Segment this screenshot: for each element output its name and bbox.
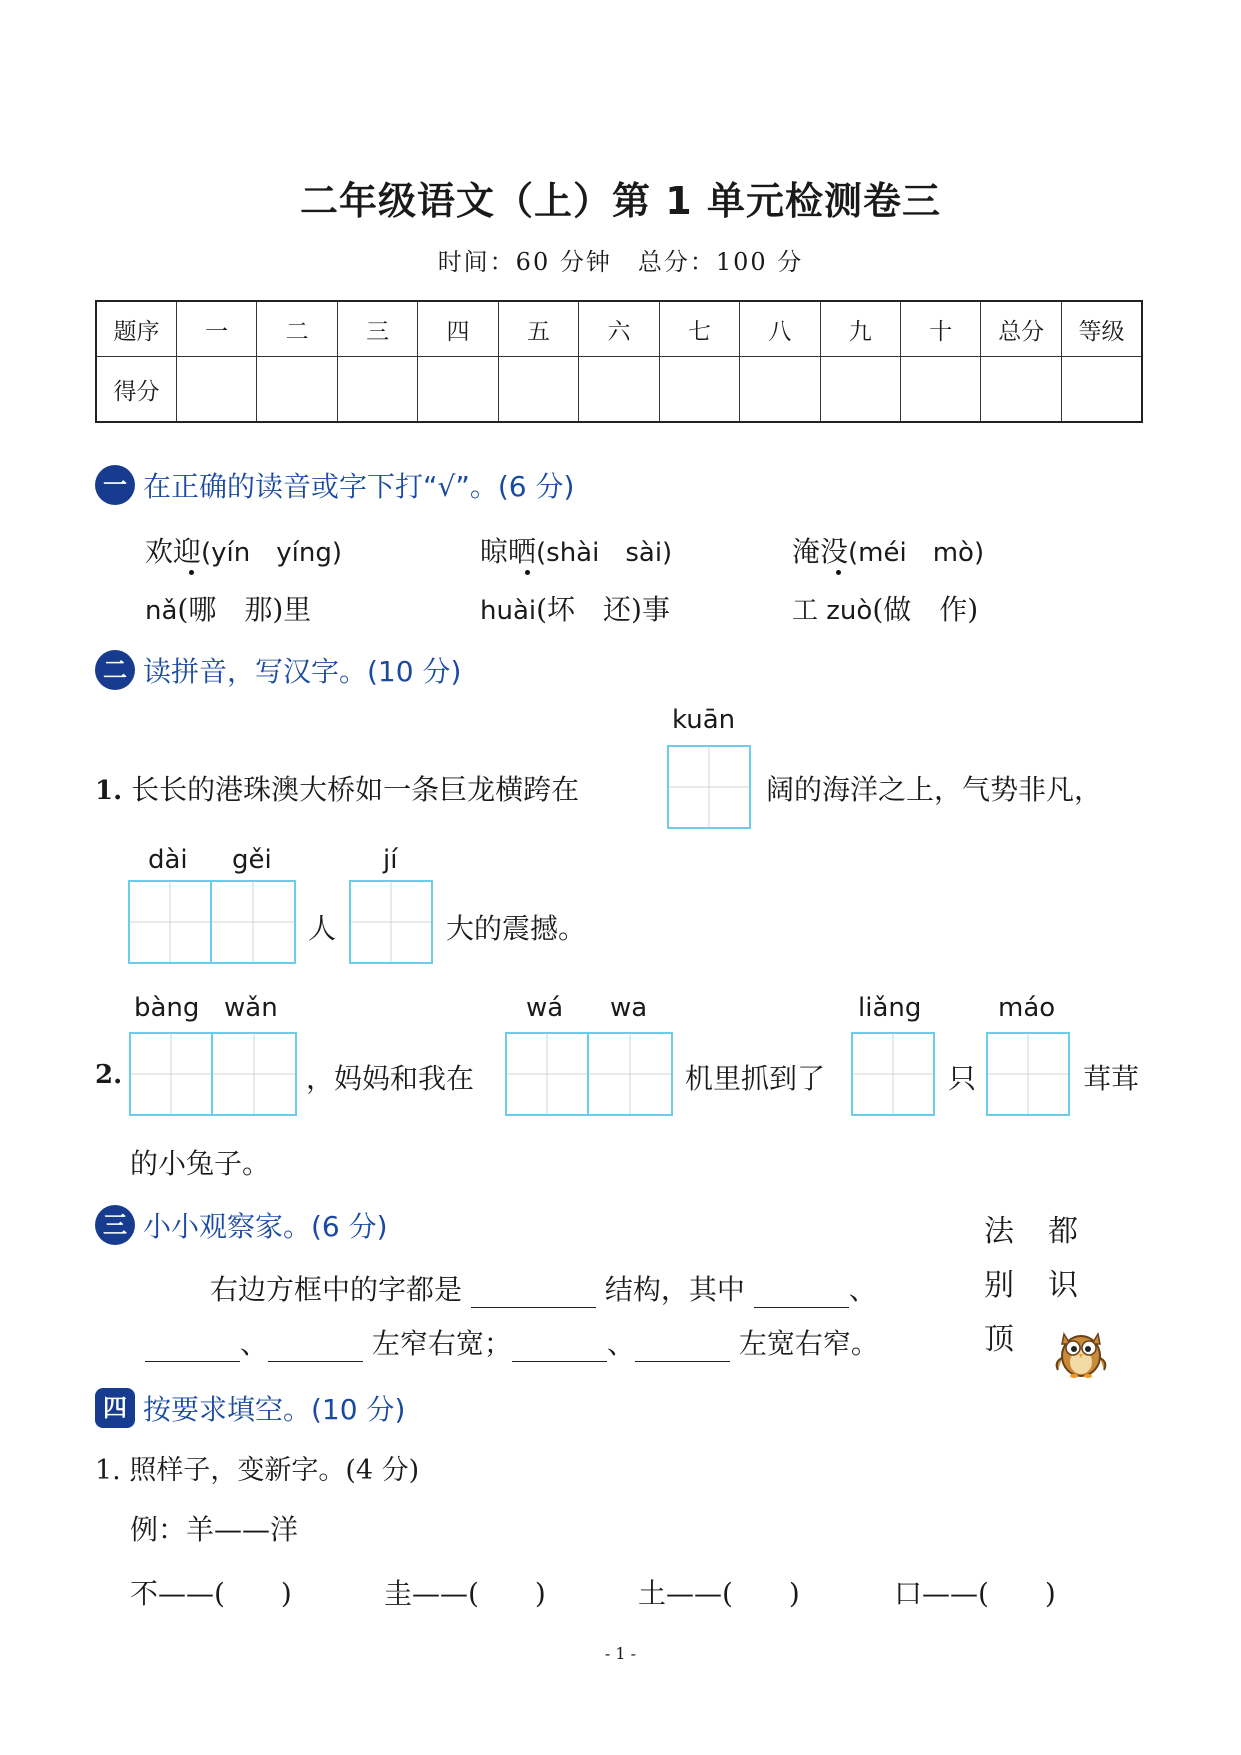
frame-character: 别 — [984, 1268, 1014, 1303]
character-writing-box[interactable] — [212, 880, 296, 964]
character-writing-box[interactable] — [349, 880, 433, 964]
pinyin-label: gěi — [232, 845, 272, 875]
score-header-cell: 五 — [498, 301, 578, 357]
sentence-part: 茸茸 — [1083, 1062, 1140, 1095]
answer-blank[interactable] — [268, 1335, 363, 1362]
observation-line-1 — [210, 1268, 877, 1308]
section-title: 小小观察家。(6 分) — [143, 1210, 388, 1243]
pronunciation-item — [145, 530, 342, 570]
character-writing-box[interactable] — [851, 1032, 935, 1116]
new-character-item[interactable]: 圭——( ) — [384, 1577, 546, 1610]
score-header-cell: 七 — [659, 301, 739, 357]
sentence-part: 长长的港珠澳大桥如一条巨龙横跨在 — [131, 773, 580, 806]
answer-blank[interactable] — [754, 1281, 849, 1308]
item-suffix: 事 — [641, 593, 670, 626]
answer-blank[interactable] — [512, 1335, 607, 1362]
section-number-badge: 一 — [95, 465, 135, 505]
emphasis-dot — [189, 570, 194, 575]
answer-blank[interactable] — [471, 1281, 596, 1308]
sentence-part: 人 — [308, 912, 337, 945]
pinyin-options[interactable]: (shài sài) — [536, 538, 673, 568]
score-row-label: 得分 — [96, 357, 176, 423]
score-cell[interactable] — [257, 357, 337, 423]
pinyin-label: bàng — [134, 993, 200, 1023]
char-options[interactable]: (做 作) — [872, 593, 979, 626]
score-cell[interactable] — [659, 357, 739, 423]
character-choice-item — [792, 588, 978, 628]
pinyin-label: máo — [998, 993, 1056, 1023]
score-cell[interactable] — [337, 357, 417, 423]
pinyin-label: wá — [526, 993, 564, 1023]
page-number: - 1 - — [604, 1644, 637, 1663]
score-cell[interactable] — [901, 357, 981, 423]
sentence-part: 大的震撼。 — [446, 912, 587, 945]
sub-question-title: 1. 照样子，变新字。(4 分) — [95, 1455, 420, 1486]
score-header-cell: 六 — [579, 301, 659, 357]
section-2-heading — [95, 650, 461, 690]
emphasis-dot — [525, 570, 530, 575]
pronunciation-item — [792, 530, 984, 570]
question-text — [95, 768, 579, 808]
pinyin-options[interactable]: (méi mò) — [848, 538, 985, 568]
sentence-part: ，妈妈和我在 — [306, 1062, 475, 1095]
new-character-item[interactable]: 土——( ) — [638, 1577, 800, 1610]
answer-blank[interactable] — [145, 1335, 240, 1362]
score-header-cell: 题序 — [96, 301, 176, 357]
score-table — [95, 300, 1143, 423]
score-cell[interactable] — [981, 357, 1061, 423]
pinyin-label: liǎng — [858, 993, 922, 1023]
section-number-badge: 二 — [95, 650, 135, 690]
sentence-part: 的小兔子。 — [130, 1147, 271, 1180]
sentence-part: 左宽右窄。 — [738, 1327, 879, 1360]
score-header-cell: 八 — [740, 301, 820, 357]
pinyin-options[interactable]: (yín yíng) — [201, 538, 342, 568]
answer-blank[interactable] — [635, 1335, 730, 1362]
pinyin-label: jí — [383, 845, 398, 875]
score-header-cell: 等级 — [1061, 301, 1142, 357]
score-cell[interactable] — [498, 357, 578, 423]
char-options[interactable]: (坏 还) — [536, 593, 642, 626]
section-4-heading — [95, 1388, 405, 1428]
item-word: 晾晒 — [480, 535, 537, 568]
score-cell[interactable] — [820, 357, 900, 423]
sentence-part: 、 — [848, 1273, 877, 1306]
question-number — [95, 1057, 122, 1090]
exam-info: 时间：60 分钟 总分：100 分 — [437, 248, 804, 276]
new-character-item[interactable]: 不——( ) — [130, 1577, 292, 1610]
frame-character: 识 — [1048, 1268, 1078, 1303]
item-suffix: 里 — [283, 593, 312, 626]
item-pinyin: nǎ — [145, 596, 178, 626]
score-cell[interactable] — [1061, 357, 1142, 423]
character-writing-box[interactable] — [129, 1032, 213, 1116]
observation-line-2 — [145, 1322, 879, 1362]
frame-character: 都 — [1048, 1214, 1078, 1249]
character-writing-box[interactable] — [128, 880, 212, 964]
character-writing-box[interactable] — [213, 1032, 297, 1116]
sentence-part: 右边方框中的字都是 — [210, 1273, 463, 1306]
section-title: 按要求填空。(10 分) — [143, 1393, 406, 1426]
question-number-label: 2. — [95, 1060, 123, 1090]
section-title: 读拼音，写汉字。(10 分) — [143, 655, 462, 688]
score-cell[interactable] — [176, 357, 256, 423]
pinyin-label: dài — [148, 845, 188, 875]
score-header-cell: 十 — [901, 301, 981, 357]
item-pinyin: huài — [480, 596, 537, 626]
score-header-cell: 九 — [820, 301, 900, 357]
item-word: 淹没 — [792, 535, 849, 568]
score-cell[interactable] — [740, 357, 820, 423]
section-number-badge: 四 — [95, 1388, 135, 1428]
question-number: 1. — [95, 776, 123, 806]
pinyin-label: wǎn — [224, 993, 278, 1023]
owl-cartoon-icon — [1050, 1318, 1112, 1380]
score-header-cell: 三 — [337, 301, 417, 357]
character-writing-box[interactable] — [986, 1032, 1070, 1116]
score-header-cell: 一 — [176, 301, 256, 357]
sentence-part: 左窄右宽； — [371, 1327, 512, 1360]
score-header-cell: 总分 — [981, 301, 1061, 357]
section-number-badge: 三 — [95, 1205, 135, 1245]
char-options[interactable]: (哪 那) — [177, 593, 284, 626]
item-word: 欢迎 — [145, 535, 202, 568]
pinyin-label: kuān — [672, 705, 736, 735]
section-3-heading — [95, 1205, 388, 1245]
page-title: 二年级语文（上）第 1 单元检测卷三 — [300, 179, 941, 223]
example-text: 例：羊——洋 — [130, 1513, 299, 1546]
score-table-header-row — [96, 301, 1142, 357]
character-writing-box[interactable] — [589, 1032, 673, 1116]
character-choice-item — [480, 588, 670, 628]
sentence-part: 、 — [606, 1327, 635, 1360]
sentence-part: 阔的海洋之上，气势非凡， — [766, 773, 1103, 806]
character-writing-box[interactable] — [505, 1032, 589, 1116]
character-writing-box[interactable] — [667, 745, 751, 829]
section-1-heading — [95, 465, 574, 505]
item-pinyin: 工 zuò — [792, 596, 873, 626]
emphasis-dot — [836, 570, 841, 575]
score-cell[interactable] — [418, 357, 498, 423]
score-cell[interactable] — [579, 357, 659, 423]
frame-character: 法 — [984, 1214, 1014, 1249]
sentence-part: 、 — [240, 1327, 269, 1360]
section-title: 在正确的读音或字下打“√”。(6 分) — [143, 470, 575, 503]
new-character-item[interactable]: 口——( ) — [894, 1577, 1056, 1610]
sentence-part: 机里抓到了 — [685, 1062, 826, 1095]
pronunciation-item — [480, 530, 672, 570]
frame-character: 顶 — [984, 1322, 1014, 1357]
score-header-cell: 四 — [418, 301, 498, 357]
sentence-part: 结构，其中 — [604, 1273, 745, 1306]
sentence-part: 只 — [948, 1062, 977, 1095]
character-choice-item — [145, 588, 311, 628]
score-table-score-row — [96, 357, 1142, 423]
score-header-cell: 二 — [257, 301, 337, 357]
pinyin-label: wa — [610, 993, 648, 1023]
